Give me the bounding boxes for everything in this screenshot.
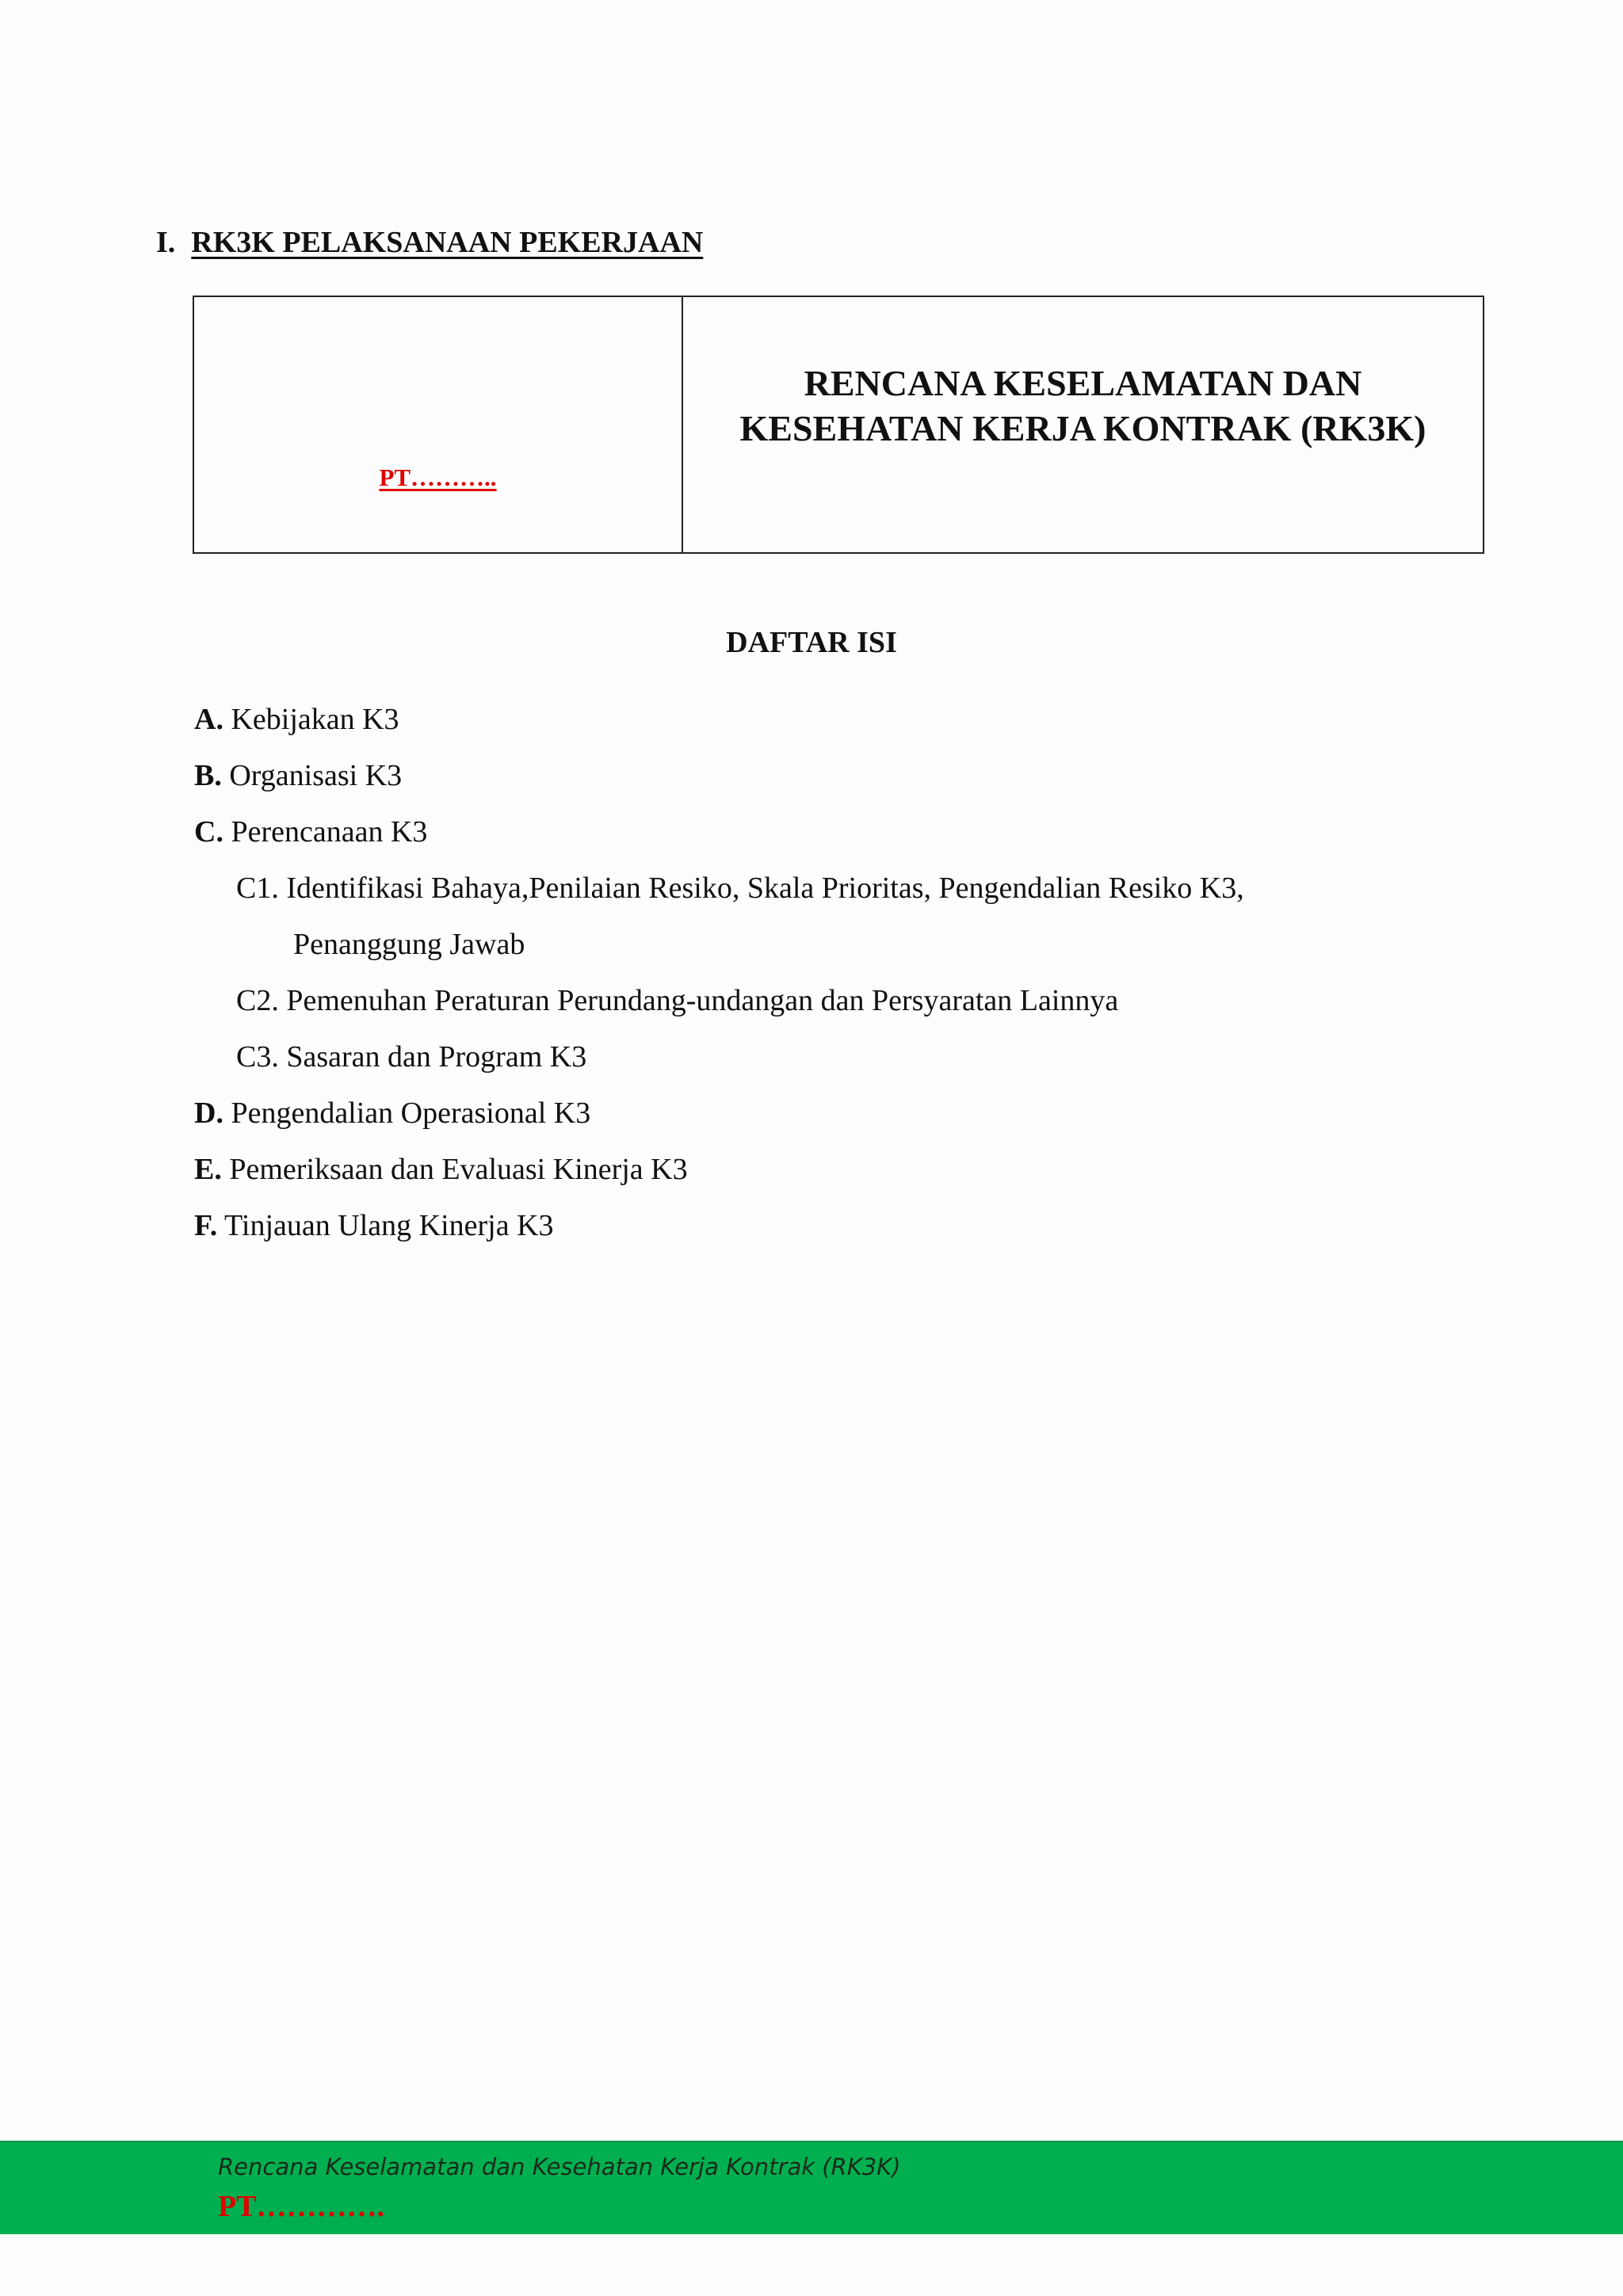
toc-text: Pengendalian Operasional K3 — [223, 1097, 591, 1130]
toc-text: C3. Sasaran dan Program K3 — [236, 1040, 587, 1074]
toc-text: Penanggung Jawab — [293, 928, 525, 961]
document-title — [683, 360, 1483, 451]
toc-item-a — [194, 692, 1244, 748]
document-title-line-2: KESEHATAN KERJA KONTRAK (RK3K) — [739, 408, 1426, 448]
toc-item-f — [194, 1198, 1244, 1254]
toc-text: Kebijakan K3 — [223, 703, 399, 736]
toc-letter: F. — [194, 1209, 218, 1242]
logo-cell — [194, 297, 683, 552]
toc-letter: A. — [194, 703, 223, 736]
footer-company: PT…………. — [218, 2190, 385, 2223]
toc-item-c2 — [194, 973, 1244, 1029]
toc-letter: C. — [194, 815, 223, 849]
toc-item-b — [194, 748, 1244, 804]
table-of-contents — [194, 692, 1244, 1254]
toc-text: Perencanaan K3 — [223, 815, 428, 849]
page-footer — [0, 2141, 1623, 2234]
toc-item-c1-continued — [194, 917, 1244, 973]
title-cell — [683, 297, 1483, 552]
toc-text: C1. Identifikasi Bahaya,Penilaian Resiko, Skala Prioritas, Pengendalian Resiko K3, — [236, 871, 1244, 905]
footer-title: Rencana Keselamatan dan Kesehatan Kerja Kontrak (RK3K) — [218, 2153, 901, 2180]
document-header-box — [193, 296, 1484, 554]
company-name: PT……….. — [379, 463, 497, 491]
document-title-line-1: RENCANA KESELAMATAN DAN — [804, 363, 1362, 403]
toc-text: C2. Pemenuhan Peraturan Perundang-undangan dan Persyaratan Lainnya — [236, 984, 1119, 1017]
toc-text: Pemeriksaan dan Evaluasi Kinerja K3 — [221, 1153, 688, 1186]
section-number: I. — [156, 226, 176, 259]
toc-letter: B. — [194, 759, 222, 792]
toc-item-c3 — [194, 1029, 1244, 1085]
section-title: RK3K PELAKSANAAN PEKERJAAN — [191, 226, 704, 259]
toc-letter: D. — [194, 1097, 223, 1130]
toc-title: DAFTAR ISI — [726, 626, 897, 659]
toc-item-c1 — [194, 860, 1244, 917]
toc-item-d — [194, 1085, 1244, 1142]
section-heading — [156, 225, 703, 260]
toc-text: Tinjauan Ulang Kinerja K3 — [217, 1209, 554, 1242]
toc-item-c — [194, 804, 1244, 860]
toc-text: Organisasi K3 — [221, 759, 403, 792]
toc-letter: E. — [194, 1153, 222, 1186]
toc-item-e — [194, 1142, 1244, 1198]
